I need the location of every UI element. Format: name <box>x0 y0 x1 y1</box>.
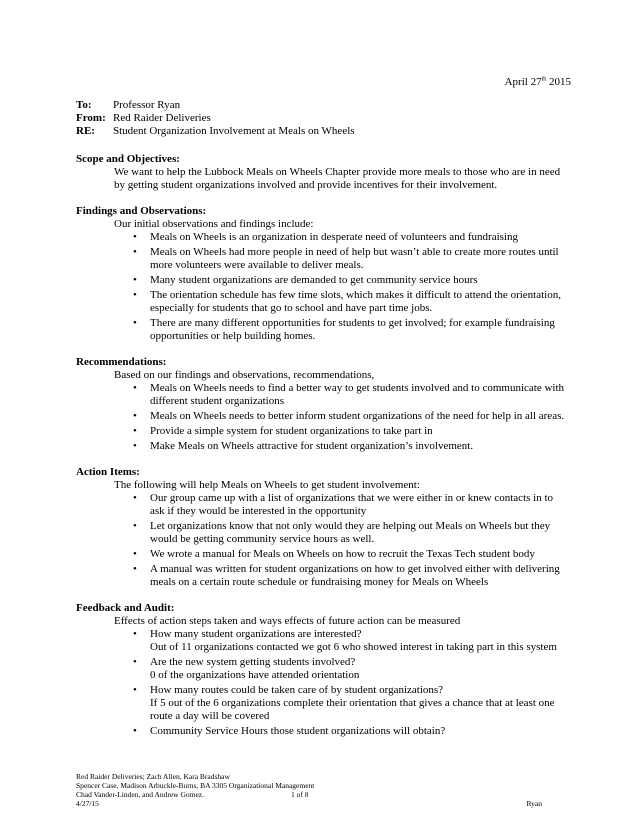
to-value: Professor Ryan <box>113 99 181 111</box>
footer-line-3: Chad Vander-Linden, and Andrew Gomez. <box>76 790 205 799</box>
recommendations-list <box>76 382 566 453</box>
feedback-list <box>76 628 566 738</box>
list-item: • Our group came up with a list of organizations that we were either in or knew contacts in to ask if they would be interested in the opportunity <box>133 492 566 518</box>
date-ordinal: th <box>541 76 547 83</box>
memo-body <box>76 153 566 751</box>
feedback-question: • How many student organizations are interested? <box>150 628 362 640</box>
actions-list <box>76 492 566 589</box>
feedback-question: • How many routes could be taken care of by student organizations? <box>150 684 444 696</box>
findings-heading: Findings and Observations: <box>76 205 207 217</box>
list-item <box>133 656 566 682</box>
feedback-answer: 0 of the organizations have attended orientation <box>150 669 360 681</box>
memo-to-row <box>76 99 355 112</box>
findings-list <box>76 231 566 343</box>
list-item: • Meals on Wheels needs to better inform student organizations of the need for help in all areas. <box>133 410 566 423</box>
date-day: April 27 <box>504 76 542 88</box>
recommendations-section <box>76 356 566 453</box>
page-footer <box>76 772 542 808</box>
findings-section <box>76 205 566 343</box>
list-item <box>133 725 566 738</box>
actions-heading: Action Items: <box>76 466 140 478</box>
actions-intro: The following will help Meals on Wheels to get student involvement: <box>114 479 420 491</box>
list-item: • Provide a simple system for student organizations to take part in <box>133 425 566 438</box>
list-item: • Meals on Wheels had more people in need of help but wasn’t able to create more routes until more volunteers were available to deliver meals. <box>133 246 566 272</box>
recommendations-intro: Based on our findings and observations, recommendations, <box>114 369 375 381</box>
list-item: • The orientation schedule has few time slots, which makes it difficult to attend the orientation, especially for students that go to school and have part time jobs. <box>133 289 566 315</box>
memo-header <box>76 99 355 138</box>
feedback-answer: Out of 11 organizations contacted we got 6 who showed interest in taking part in this system <box>150 641 557 653</box>
memo-re-row <box>76 125 355 138</box>
feedback-section <box>76 602 566 738</box>
actions-section <box>76 466 566 589</box>
list-item: • Meals on Wheels needs to find a better way to get students involved and to communicate with different student organizations <box>133 382 566 408</box>
footer-author: Ryan <box>526 799 542 808</box>
scope-text: We want to help the Lubbock Meals on Wheels Chapter provide more meals to those who are in need by getting student organizations involved and provide incentives for their involvement. <box>114 166 561 191</box>
recommendations-heading: Recommendations: <box>76 356 167 368</box>
feedback-answer: If 5 out of the 6 organizations complete their orientation that gives a chance that at least one route a day will be covered <box>150 697 555 722</box>
scope-section <box>76 153 566 192</box>
list-item: • Many student organizations are demanded to get community service hours <box>133 274 566 287</box>
list-item: • A manual was written for student organizations on how to get involved either with delivering meals on a certain route schedule or fundraising money for Meals on Wheels <box>133 563 566 589</box>
list-item <box>133 684 566 723</box>
feedback-heading: Feedback and Audit: <box>76 602 175 614</box>
date-year: 2015 <box>549 76 571 88</box>
memo-from-row <box>76 112 355 125</box>
re-value: Student Organization Involvement at Meals on Wheels <box>113 125 355 137</box>
feedback-intro: Effects of action steps taken and ways effects of future action can be measured <box>114 615 461 627</box>
list-item: • Let organizations know that not only would they are helping out Meals on Wheels but they would be getting community service hours as well. <box>133 520 566 546</box>
list-item: • There are many different opportunities for students to get involved; for example fundraising opportunities or help building homes. <box>133 317 566 343</box>
from-value: Red Raider Deliveries <box>113 112 211 124</box>
from-label: From: <box>76 112 106 124</box>
to-label: To: <box>76 99 92 111</box>
feedback-question: • Are the new system getting students involved? <box>150 656 356 668</box>
re-label: RE: <box>76 125 95 137</box>
memo-date <box>505 76 571 88</box>
page-number: 1 of 8 <box>291 790 309 799</box>
scope-heading: Scope and Objectives: <box>76 153 180 165</box>
feedback-question: • Community Service Hours those student organizations will obtain? <box>150 725 446 737</box>
findings-intro: Our initial observations and findings include: <box>114 218 314 230</box>
footer-date: 4/27/15 <box>76 799 99 808</box>
list-item <box>133 628 566 654</box>
list-item: • Meals on Wheels is an organization in desperate need of volunteers and fundraising <box>133 231 566 244</box>
list-item: • We wrote a manual for Meals on Wheels on how to recruit the Texas Tech student body <box>133 548 566 561</box>
footer-line-1: Red Raider Deliveries; Zach Allen, Kara Bradshaw <box>76 772 230 781</box>
list-item: • Make Meals on Wheels attractive for student organization’s involvement. <box>133 440 566 453</box>
footer-line-2: Spencer Case, Madison Arbuckle-Burns, BA 3305 Organizational Management <box>76 781 315 790</box>
